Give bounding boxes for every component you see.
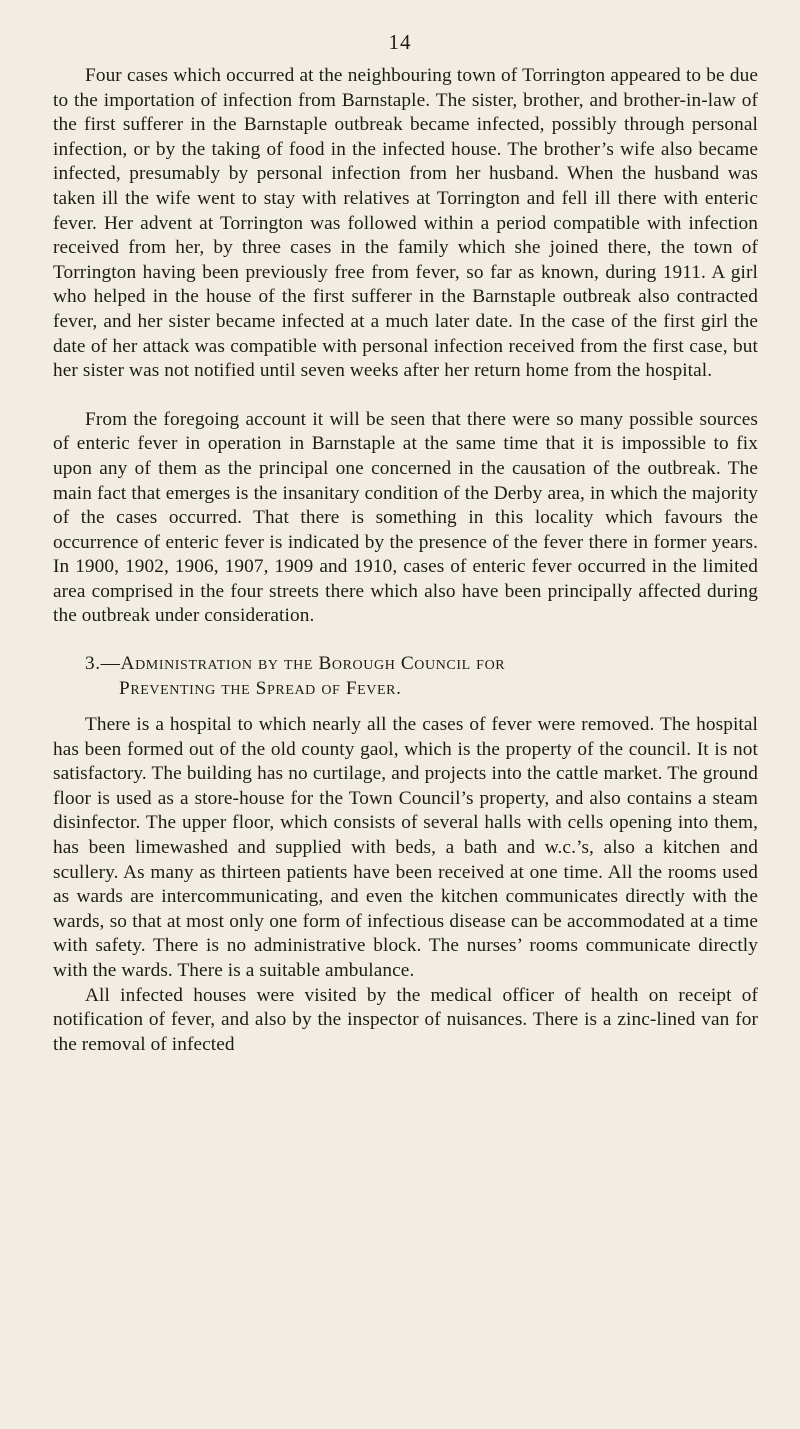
body-text: [53, 64, 758, 1057]
section-heading: [53, 651, 758, 701]
paragraph-spacer: [53, 384, 758, 408]
section-heading-line-2: Preventing the Spread of Fever.: [119, 678, 402, 700]
section-spacer: [53, 629, 758, 651]
paragraph-hospital: There is a hospital to which nearly all the cases of fever were removed. The hospital has been formed out of the old county gaol, which is the property of the council. It is not satisfactory. The building has no curtilage, and projects into the cattle market. The ground floor is used as a store-house for the Town Council’s property, and also contains a steam disinfector. The upper floor, which consists of several halls with cells opening into them, has been limewashed and supplied with beds, a bath and w.c.’s, also a kitchen and scullery. As many as thirteen patients have been received at one time. All the rooms used as wards are intercommunicating, and even the kitchen communicates directly with the wards, so that at most only one form of infectious disease can be accommodated at a time with safety. There is no administrative block. The nurses’ rooms communicate directly with the wards. There is a suitable ambulance.: [53, 714, 758, 981]
paragraph-infected-houses: All infected houses were visited by the medical officer of health on receipt of notification of fever, and also by the inspector of nuisances. There is a zinc-lined van for the removal of infected: [53, 984, 758, 1055]
heading-spacer: [53, 701, 758, 713]
paragraph-torrington-cases: Four cases which occurred at the neighbouring town of Torrington appeared to be due to the importation of infection from Barnstaple. The sister, brother, and brother-in-law of the first sufferer in the Barnstaple outbreak became infected, possibly through personal infection, or by the taking of food in the infected house. The brother’s wife also became infected, presumably by personal infection from her husband. When the husband was taken ill the wife went to stay with relatives at Torrington and fell ill there with enteric fever. Her advent at Torrington was followed within a period compatible with infection received from her, by three cases in the family which she joined there, the town of Torrington having been previously free from fever, so far as known, during 1911. A girl who helped in the house of the first sufferer in the Barnstaple outbreak also contracted fever, and her sister became infected at a much later date. In the case of the first girl the date of her attack was compatible with personal infection received from the first case, but her sister was not notified until seven weeks after her return home from the hospital.: [53, 65, 758, 382]
paragraph-possible-sources: From the foregoing account it will be seen that there were so many possible sources of enteric fever in operation in Barnstaple at the same time that it is impossible to fix upon any of them as the principal one concerned in the causation of the outbreak. The main fact that emerges is the insanitary condition of the Derby area, in which the majority of the cases occurred. That there is something in this locality which favours the occurrence of enteric fever is indicated by the presence of the fever there in former years. In 1900, 1902, 1906, 1907, 1909 and 1910, cases of enteric fever occurred in the limited area comprised in the four streets there which also have been principally affected during the outbreak under consideration.: [53, 408, 758, 627]
page-number: 14: [388, 30, 412, 54]
section-heading-line-1: 3.—Administration by the Borough Council for: [85, 653, 506, 675]
